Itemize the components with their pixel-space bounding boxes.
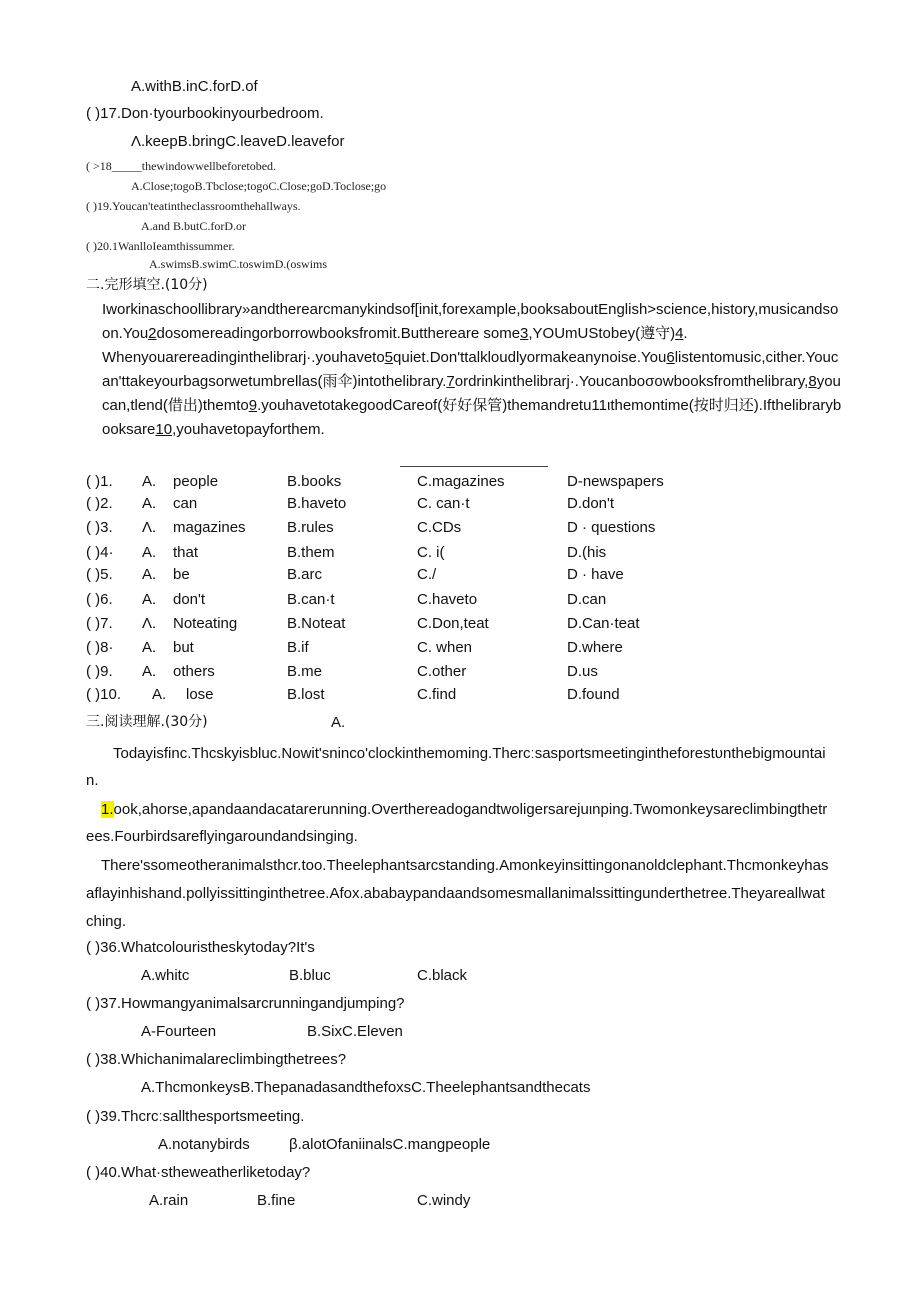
- question-option: A.notanybirds: [158, 1136, 250, 1153]
- question-option: A.rain: [149, 1192, 189, 1209]
- blank-4: 4: [675, 325, 684, 342]
- cloze-paragraph-1: Iworkinaschoollibrary»andtherearcmanykindsof[init,forexample,booksaboutEnglish>science,history,musicandsoon.You2dosomereadingorborrowbooksfromit.Butthereare some3,YOUmUStobey(遵守)4.: [102, 301, 839, 342]
- option-a: be: [173, 566, 190, 583]
- question-stem: ( )39.Thcrcːsallthesportsmeeting.: [86, 1108, 305, 1125]
- option-d: D · have: [567, 566, 624, 583]
- question-stem: ( )40.What·stheweatherliketoday?: [86, 1164, 311, 1181]
- option-c: C.CDs: [417, 519, 462, 536]
- question-option: C.windy: [417, 1192, 471, 1209]
- question-number: ( )6.: [86, 591, 113, 608]
- option-d: D.(his: [567, 544, 607, 561]
- question-number: ( )9.: [86, 663, 113, 680]
- option-a-letter: A.: [142, 663, 157, 680]
- cloze-row: [86, 661, 846, 683]
- cloze-row: [86, 613, 846, 635]
- question-number: ( )10.: [86, 686, 122, 703]
- option-b: B.Noteat: [287, 615, 346, 632]
- option-a-letter: A.: [142, 473, 157, 490]
- option-b: B.can·t: [287, 591, 335, 608]
- option-c: C. can·t: [417, 495, 470, 512]
- option-a: don't: [173, 591, 206, 608]
- question-option: B.fine: [257, 1192, 296, 1209]
- option-a-letter: Λ.: [142, 615, 157, 632]
- option-a-letter: A.: [142, 591, 157, 608]
- option-a: magazines: [173, 519, 246, 536]
- option-d: D-newspapers: [567, 473, 664, 490]
- option-c: C.find: [417, 686, 457, 703]
- highlight-mark: 1.: [101, 801, 114, 818]
- question-option: C.black: [417, 967, 468, 984]
- question-number: ( )8·: [86, 639, 114, 656]
- cloze-heading: 二.完形填空.(10分): [86, 277, 208, 293]
- option-a: that: [173, 544, 199, 561]
- blank-8: 8: [808, 373, 817, 390]
- option-b: B.rules: [287, 519, 334, 536]
- option-d: D.where: [567, 639, 623, 656]
- q16-options: A.withB.inC.forD.of: [131, 78, 258, 95]
- blank-10: 10: [155, 421, 173, 438]
- reading-paragraph-2: 1.ook,ahorse,apandaandacatarerunning.Overthereadogandtwoligersarejuιnping.Twomonkeysareclimbingthetrees.Fourbirdsareflyingaroundandsinging.: [86, 801, 828, 845]
- q19-stem: ( )19.Youcan'teatintheclassroomthehallways.: [86, 199, 301, 213]
- cloze-row: [86, 542, 846, 564]
- question-number: ( )4·: [86, 544, 114, 561]
- cloze-row: [86, 637, 846, 659]
- option-d: D.don't: [567, 495, 615, 512]
- option-a-letter: A.: [152, 686, 167, 703]
- question-number: ( )7.: [86, 615, 113, 632]
- option-c: C.Don,teat: [417, 615, 489, 632]
- question-number: ( )1.: [86, 473, 113, 490]
- cloze-row: [86, 493, 846, 515]
- option-c: C. when: [417, 639, 473, 656]
- option-d: D.can: [567, 591, 607, 608]
- question-stem: ( )36.Whatcolouristheskytoday?It's: [86, 939, 315, 956]
- option-a: can: [173, 495, 198, 512]
- q18-stem: ( >18_____thewindowwellbeforetobed.: [86, 159, 277, 173]
- option-b: B.if: [287, 639, 309, 656]
- option-c: C. i(: [417, 544, 445, 561]
- q20-stem: ( )20.1WanlloIeamthissummer.: [86, 239, 235, 253]
- option-a-letter: A.: [142, 544, 157, 561]
- option-a: but: [173, 639, 194, 656]
- divider-line: [400, 466, 548, 467]
- option-a: others: [173, 663, 215, 680]
- option-d: D.us: [567, 663, 598, 680]
- question-option: A.ThcmonkeysB.ThepanadasandthefoxsC.Theelephantsandthecats: [141, 1079, 591, 1096]
- option-d: D.found: [567, 686, 620, 703]
- option-a-letter: A.: [142, 495, 157, 512]
- option-a: Noteating: [173, 615, 238, 632]
- option-c: C.haveto: [417, 591, 478, 608]
- blank-3: 3: [520, 325, 529, 342]
- cloze-row: [86, 471, 846, 493]
- question-stem: ( )37.Howmangyanimalsarcrunningandjumping?: [86, 995, 405, 1012]
- option-d: D · questions: [567, 519, 656, 536]
- cloze-row: [86, 564, 846, 586]
- q20-options: A.swimsB.swimC.toswimD.(oswims: [149, 257, 328, 271]
- option-a: people: [173, 473, 219, 490]
- blank-2: 2: [148, 325, 157, 342]
- question-option: A-Fourteen: [141, 1023, 217, 1040]
- cloze-row: [86, 589, 846, 611]
- option-b: B.me: [287, 663, 323, 680]
- reading-paragraph-3: There'ssomeotheranimalsthcr.too.Theelephantsarcstanding.Amonkeyinsittingonanoldclephant.Thcmonkeyhasaflayinhishand.pollyissittinginthetree.Afox.ababaypandaandsomesmallanimalssittingunderthetree.Theyareallwatching.: [86, 857, 829, 930]
- q17-options: Λ.keepB.bringC.leaveD.leavefor: [131, 133, 345, 150]
- blank-9: 9: [248, 397, 258, 414]
- option-b: B.them: [287, 544, 335, 561]
- reading-section-a: A.: [331, 714, 346, 731]
- option-a-letter: Λ.: [142, 519, 157, 536]
- blank-7: 7: [446, 373, 455, 390]
- option-b: B.arc: [287, 566, 323, 583]
- q17-stem: ( )17.Don·tyourbookinyourbedroom.: [86, 105, 324, 122]
- blank-5: 5: [384, 349, 394, 366]
- option-a-letter: A.: [142, 639, 157, 656]
- option-c: C.other: [417, 663, 467, 680]
- question-option: β.alotOfaniinalsC.mangpeople: [289, 1136, 491, 1153]
- option-b: B.lost: [287, 686, 325, 703]
- reading-heading: 三.阅读理解.(30分): [86, 714, 208, 730]
- option-c: C./: [417, 566, 437, 583]
- question-stem: ( )38.Whichanimalareclimbingthetrees?: [86, 1051, 347, 1068]
- option-a-letter: A.: [142, 566, 157, 583]
- cloze-row: [86, 684, 846, 706]
- option-c: C.magazines: [417, 473, 505, 490]
- q19-options: A.and B.butC.forD.or: [141, 219, 246, 233]
- option-b: B.books: [287, 473, 342, 490]
- question-option: B.SixC.Eleven: [307, 1023, 403, 1040]
- option-b: B.haveto: [287, 495, 347, 512]
- question-number: ( )3.: [86, 519, 113, 536]
- question-number: ( )5.: [86, 566, 113, 583]
- reading-paragraph-1: Todayisfinc.Thcskyisbluc.Nowit'sninco'clockinthemoming.Thercːsasportsmeetingintheforestυnthebigmountain.: [86, 745, 826, 789]
- q18-options: A.Close;togoB.Tbclose;togoC.Close;goD.Toclose;go: [131, 179, 387, 193]
- question-option: A.whitc: [141, 967, 190, 984]
- option-a: lose: [186, 686, 214, 703]
- cloze-row: [86, 517, 846, 539]
- question-option: B.bluc: [289, 967, 331, 984]
- blank-6: 6: [666, 349, 675, 366]
- option-d: D.Can·teat: [567, 615, 640, 632]
- question-number: ( )2.: [86, 495, 113, 512]
- cloze-paragraph-2: Whenyouarereadinginthelibrarj·.youhaveto5quiet.Don'ttalkloudlyormakeanynoise.You6listentomusic,cither.Youcan'ttakeyourbagsorwetumbrellas(雨伞)intothelibrary.7ordrinkinthelibrarj·.Youcanboσowbooksfromthelibrary,8youcan,tlend(借出)themto9.youhavetotakegoodCareof(好好保管)themandretu11ιthemontime(按时归还).Ifthelibrarybooksare10,youhavetopayforthem.: [102, 349, 842, 438]
